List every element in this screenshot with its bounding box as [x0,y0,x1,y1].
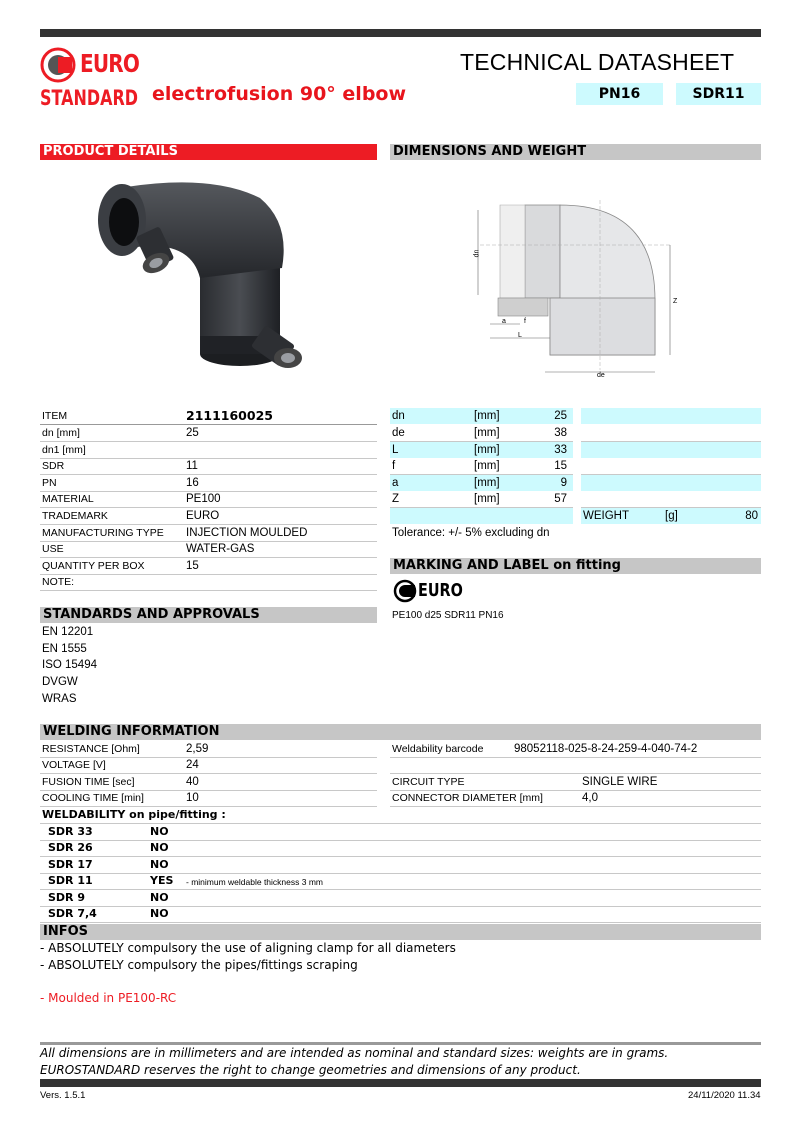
marking-text: PE100 d25 SDR11 PN16 [392,610,504,621]
sdr-badge: SDR11 [676,83,761,105]
footer-disclaimer-2: EUROSTANDARD reserves the right to change geometries and dimensions of any product. [40,1063,581,1077]
eurostandard-logo [40,43,140,113]
detail-row-note: NOTE: [40,574,377,591]
section-dimensions-weight: DIMENSIONS AND WEIGHT [390,144,761,160]
detail-row: MANUFACTURING TYPE INJECTION MOULDED [40,525,377,542]
weldability-row: SDR 9 NO [40,890,761,907]
welding-row [390,757,761,774]
drawing-label-dn: dn [473,249,481,258]
detail-row: MATERIAL PE100 [40,491,377,508]
marking-logo [393,578,465,604]
dim-extra-cell [581,442,761,459]
standard-item: ISO 15494 [42,659,97,671]
drawing-label-a: a [502,318,506,325]
detail-row: TRADEMARK EURO [40,508,377,525]
drawing-label-z: Z [673,298,678,305]
footer-date: 24/11/2020 11.34 [688,1090,761,1101]
section-welding: WELDING INFORMATION [40,724,761,740]
welding-row: FUSION TIME [sec] 40 [40,774,377,791]
dim-row: Z [mm] 57 [390,491,573,508]
section-marking: MARKING AND LABEL on fitting [390,558,761,574]
detail-row: USE WATER-GAS [40,541,377,558]
logo-standard-text: STANDARD [40,86,138,110]
weldability-row: SDR 26 NO [40,840,761,857]
info-line-red: - Moulded in PE100-RC [40,991,177,1005]
top-bar [40,29,761,37]
detail-row: QUANTITY PER BOX 15 [40,558,377,575]
marking-logo-text: EURO [418,580,463,601]
dim-row: f [mm] 15 [390,458,573,475]
dim-extra-cell [581,458,761,475]
weldability-row: SDR 17 NO [40,857,761,874]
document-title: TECHNICAL DATASHEET [460,49,735,75]
bottom-bar [40,1079,761,1087]
detail-row: dn [mm] 25 [40,425,377,442]
welding-row: RESISTANCE [Ohm] 2,59 [40,741,377,758]
product-name: electrofusion 90° elbow [152,83,407,105]
dim-row: dn [mm] 25 [390,408,573,425]
standard-item: DVGW [42,676,78,688]
standard-item: WRAS [42,693,77,705]
drawing-label-l: L [518,332,522,339]
info-line: - ABSOLUTELY compulsory the pipes/fittings scraping [40,958,358,972]
tolerance-text: Tolerance: +/- 5% excluding dn [392,527,550,539]
detail-row: PN 16 [40,475,377,492]
dim-extra-cell [581,475,761,492]
technical-drawing [470,190,690,382]
welding-row: COOLING TIME [min] 10 [40,790,377,807]
welding-row: VOLTAGE [V] 24 [40,757,377,774]
weldability-row: SDR 33 NO [40,824,761,841]
weight-row: WEIGHT [g] 80 [581,508,761,525]
weldability-row: SDR 11 YES - minimum weldable thickness 3 mm [40,873,761,890]
drawing-label-f: f [524,318,526,325]
standard-item: EN 1555 [42,643,87,655]
dim-row: L [mm] 33 [390,442,573,459]
info-line: - ABSOLUTELY compulsory the use of aligning clamp for all diameters [40,941,456,955]
drawing-label-de: de [597,372,605,379]
dim-row-empty [390,508,573,525]
dim-extra-cell [581,425,761,442]
dim-row: a [mm] 9 [390,475,573,492]
detail-row: dn1 [mm] [40,442,377,459]
section-infos: INFOS [40,924,761,940]
dim-row: de [mm] 38 [390,425,573,442]
welding-row: CIRCUIT TYPE SINGLE WIRE [390,774,761,791]
section-product-details: PRODUCT DETAILS [40,144,377,160]
detail-row: SDR 11 [40,458,377,475]
dim-extra-cell [581,491,761,508]
dim-extra-cell [581,408,761,425]
weldability-row: SDR 7,4 NO [40,906,761,923]
weldability-title: WELDABILITY on pipe/fitting : [42,808,226,821]
welding-row: CONNECTOR DIAMETER [mm] 4,0 [390,790,761,807]
welding-row: Weldability barcode 98052118-025-8-24-259-4-040-74-2 [390,741,761,758]
product-image [90,168,310,383]
footer-version: Vers. 1.5.1 [40,1090,86,1101]
detail-row: ITEM 2111160025 [40,408,377,425]
logo-euro-text: EURO [80,49,140,78]
pn-badge: PN16 [576,83,663,105]
standard-item: EN 12201 [42,626,94,638]
section-standards: STANDARDS AND APPROVALS [40,607,377,623]
footer-disclaimer-1: All dimensions are in millimeters and are intended as nominal and standard sizes: weights are in grams. [40,1046,669,1060]
